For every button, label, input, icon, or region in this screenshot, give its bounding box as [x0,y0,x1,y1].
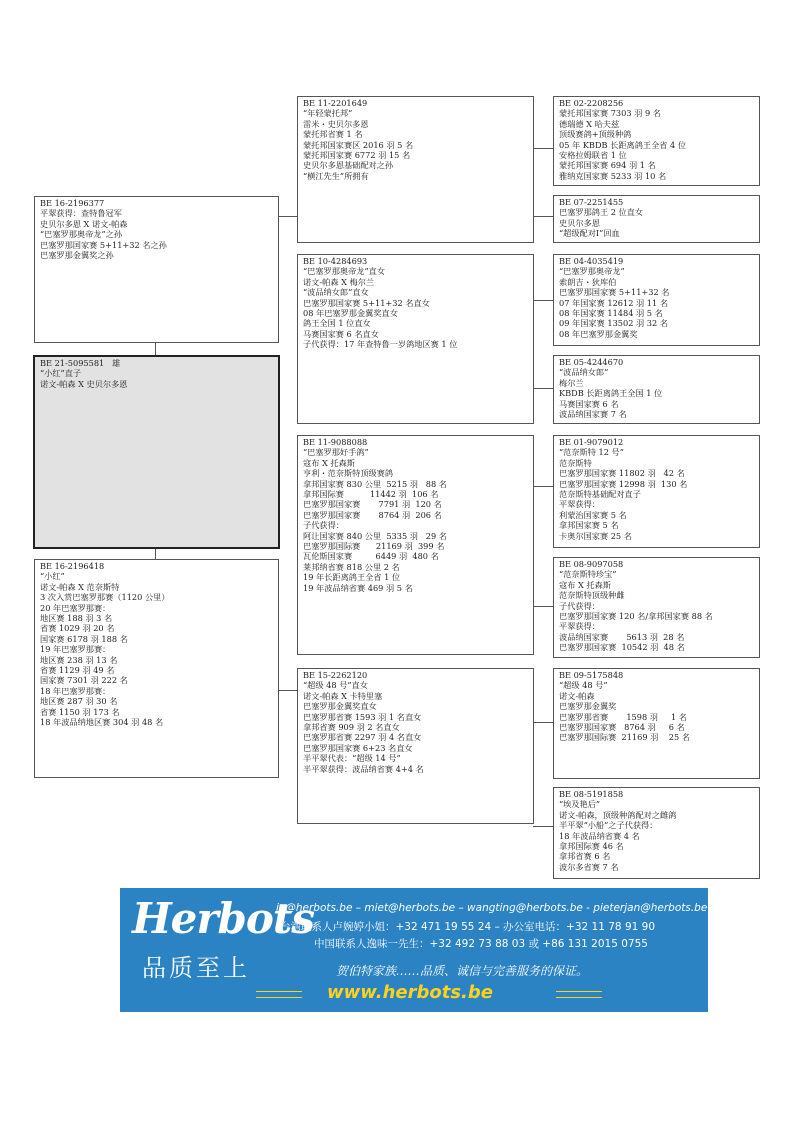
pedigree-line: 巴塞罗那金翼奖 [559,701,617,712]
pedigree-line: “超级 48 号” [559,680,608,691]
dam-dam-dam-card [553,787,760,879]
ring-number: BE 04-4035419 [559,256,624,266]
pedigree-line: 拿邦国家赛 5 名 [559,520,619,531]
sire-dam-dam-card [553,355,760,424]
pedigree-line: 08 年巴塞罗那金翼奖 [559,328,638,339]
contact-emails[interactable]: jo@herbots.be – miet@herbots.be – wangting@herbots.be - pieterjan@herbots.be [276,902,708,914]
pedigree-line: 平翠获得： [559,499,600,510]
pedigree-line: 国家赛 7301 羽 222 名 [40,675,128,686]
pedigree-line: 巴塞罗那国家赛 5+11+32 名 [559,287,670,298]
pedigree-line: 利蒙治国家赛 5 名 [559,509,627,520]
pedigree-line: 波品纳国家赛 5613 羽 28 名 [559,631,685,642]
pedigree-line: 雅纳克国家赛 5233 羽 10 名 [559,170,667,181]
pedigree-line: 平翠获得：查特鲁冠军 [40,208,122,219]
ring-number: BE 15-2262120 [303,670,368,680]
dam-dam-sire-card [553,668,760,779]
pedigree-line: 18 年巴塞罗那赛： [40,685,111,696]
pedigree-line: 省赛 1129 羽 49 名 [40,665,115,676]
pedigree-line: 20 年巴塞罗那赛： [40,602,111,613]
pedigree-line: 地区赛 287 羽 30 名 [40,696,118,707]
pedigree-line: 子代获得：17 年查特鲁一岁鸽地区赛 1 位 [303,339,458,350]
pedigree-line: 史贝尔多恩基础配对之孙 [303,160,394,171]
connector-line [533,606,554,607]
pedigree-line: 顶级赛鸽+顶级种鸽 [559,129,632,140]
pedigree-line: 蒙托邦国家赛 6772 羽 15 名 [303,150,411,161]
pedigree-line: 巴塞罗那国际赛 21169 羽 399 名 [303,541,445,552]
ring-number: BE 11-2201649 [303,98,368,108]
connector-line [155,548,156,559]
pedigree-line: 莱邦纳省赛 818 公里 2 名 [303,561,400,572]
pedigree-line: 史贝尔多恩 [559,217,600,228]
pedigree-line: “波品纳女郎” [559,367,609,378]
pedigree-line: 巴塞罗那鸽王 2 位直女 [559,207,644,218]
pedigree-line: 半平翠“小船”之子代获得： [559,820,658,831]
pedigree-line: 诺文-帕森 X 卡特里塞 [303,690,383,701]
pedigree-line: 平翠获得： [559,621,600,632]
pedigree-line: 巴塞罗那金翼奖之孙 [40,250,114,261]
ring-number: BE 16-2196377 [40,198,105,208]
pedigree-line: 马赛国家赛 6 名直女 [303,328,379,339]
tagline: 贺伯特家族……品质、诚信与完善服务的保证。 [336,964,589,978]
pedigree-line: 巴塞罗那金翼奖直女 [303,701,377,712]
sire-sire-card [297,96,534,243]
pedigree-line: “巴塞罗那奥帝龙”之孙 [40,229,123,240]
china-contact: 中国联系人逸味一先生：+32 492 73 88 03 或 +86 131 2015 0755 [314,938,648,950]
pedigree-line: 瓦伦斯国家赛 6449 羽 480 名 [303,551,439,562]
pedigree-line: 波品纳国家赛 7 名 [559,409,627,420]
pedigree-line: 诺文-帕森 X 史贝尔多恩 [40,378,128,389]
pedigree-line: 19 年波品纳省赛 469 羽 5 名 [303,582,413,593]
pedigree-line: 省赛 1150 羽 173 名 [40,706,120,717]
pedigree-line: 巴塞罗那国家赛 10542 羽 48 名 [559,642,685,653]
pedigree-line: 德瑞德 X 哈夫兹 [559,118,620,129]
sire-sire-sire-card [553,96,760,186]
pedigree-line: 马赛国家赛 6 名 [559,398,619,409]
pedigree-line: 国家赛 6178 羽 188 名 [40,633,128,644]
pedigree-line: “超级 48 号”直女 [303,680,368,691]
pedigree-line: 诺文-帕森 X 范奈斯特 [40,581,120,592]
ring-number: BE 02-2208256 [559,98,624,108]
pedigree-line: 巴塞罗那省赛 1598 羽 1 名 [559,711,687,722]
decorative-rule [256,991,302,998]
connector-line [533,826,554,827]
herbots-banner [120,888,708,1012]
website-link[interactable]: www.herbots.be [327,982,493,1003]
pedigree-line: “巴塞罗那奥帝龙” [559,266,625,277]
pedigree-line: 范奈斯特顶级种雌 [559,590,625,601]
pedigree-line: 蒙托邦省赛 1 名 [303,129,363,140]
pedigree-line: 卡奥尔国家赛 25 名 [559,530,632,541]
pedigree-line: 巴塞罗那国家赛 7791 羽 120 名 [303,499,442,510]
connector-line [533,216,554,217]
connector-line [533,722,554,723]
sire-dam-card [297,254,534,424]
connector-line [279,690,297,691]
dam-sire-dam-card [553,557,760,658]
ring-number: BE 21-5095581 雄 [40,358,121,368]
pedigree-line: 寇布 X 托森斯 [303,457,355,468]
pedigree-line: 亨利・范奈斯特顶级赛鸽 [303,468,394,479]
pedigree-line: 18 年波品纳省赛 4 名 [559,830,640,841]
pedigree-line: “小红” [40,571,65,582]
pedigree-line: 省赛 1029 羽 20 名 [40,623,115,634]
connector-line [533,486,554,487]
ring-number: BE 16-2196418 [40,561,105,571]
ring-number: BE 11-9088088 [303,437,368,447]
pedigree-line: 拿邦国家赛 830 公里 5215 羽 88 名 [303,478,447,489]
pedigree-line: 地区赛 188 羽 3 名 [40,613,113,624]
ring-number: BE 05-4244670 [559,357,624,367]
connector-line [533,148,554,149]
pedigree-line: 巴塞罗那国家赛 11802 羽 42 名 [559,468,685,479]
pedigree-line: 巴塞罗那国家赛 120 名/拿邦国家赛 88 名 [559,611,713,622]
sire-sire-dam-card [553,195,760,243]
pedigree-line: 半平翠获得：波品纳省赛 4+4 名 [303,763,424,774]
pedigree-line: 08 年巴塞罗那金翼奖直女 [303,308,398,319]
pedigree-line: “埃及艳后” [559,799,601,810]
pedigree-line: 巴塞罗那国家赛 8764 羽 206 名 [303,509,442,520]
pedigree-line: 19 年长距离鸽王全省 1 位 [303,572,401,583]
pedigree-line: 拿邦省赛 6 名 [559,851,611,862]
ring-number: BE 08-5191858 [559,789,624,799]
pedigree-line: 巴塞罗那国家赛 12998 羽 130 名 [559,478,688,489]
pedigree-line: “波品纳女郎”直女 [303,287,369,298]
pedigree-line: 19 年巴塞罗那赛： [40,644,111,655]
pedigree-line: 巴塞罗那国家赛 5+11+32 名之孙 [40,239,167,250]
pedigree-line: 巴塞罗那国家赛 6+23 名直女 [303,742,413,753]
dam-card [34,559,279,778]
pedigree-line: “巴塞罗那奥帝龙”直女 [303,266,386,277]
subject-pigeon-card [33,355,280,549]
ring-number: BE 01-9079012 [559,437,624,447]
pedigree-line: 拿邦国际赛 11442 羽 106 名 [303,489,439,500]
pedigree-line: 子代获得： [559,600,600,611]
connector-line [279,216,297,217]
pedigree-line: “巴塞罗那好手鸽” [303,447,369,458]
pedigree-line: 巴塞罗那国际赛 21169 羽 25 名 [559,732,690,743]
pedigree-line: 蒙托邦国家赛 7303 羽 9 名 [559,108,661,119]
pedigree-line: 18 年波品纳地区赛 304 羽 48 名 [40,717,164,728]
pedigree-line: 蒙托邦国家赛 694 羽 1 名 [559,160,656,171]
pedigree-line: 阿让国家赛 840 公里 5335 羽 29 名 [303,530,447,541]
connector-line [533,388,554,389]
pedigree-line: 半平翠代表：“超级 14 号” [303,753,401,764]
pedigree-line: 诺文-帕森，顶级种鸽配对之雌鸽 [559,809,677,820]
dam-sire-card [297,435,534,655]
ring-number: BE 10-4284693 [303,256,368,266]
pedigree-line: 08 年国家赛 11484 羽 5 名 [559,308,663,319]
pedigree-line: 09 年国家赛 13502 羽 32 名 [559,318,669,329]
sire-card [34,196,279,343]
pedigree-line: 拿邦省赛 909 羽 2 名直女 [303,722,400,733]
pedigree-line: 梅尔兰 [559,377,584,388]
pedigree-line: 地区赛 238 羽 13 名 [40,654,118,665]
pedigree-line: 范奈斯特基础配对直子 [559,489,641,500]
pedigree-line: 蒙托邦国家赛区 2016 羽 5 名 [303,139,414,150]
pedigree-line: 巴塞罗那国家赛 5+11+32 名直女 [303,297,430,308]
pedigree-line: KBDB 长距离鸽王全国 1 位 [559,388,663,399]
pedigree-line: 鸽王全国 1 位直女 [303,318,371,329]
pedigree-line: “小红”直子 [40,368,82,379]
pedigree-line: 05 年 KBDB 长距离鸽王全省 4 位 [559,139,687,150]
dam-sire-sire-card [553,435,760,548]
pedigree-line: 诺文-帕森 [559,690,595,701]
pedigree-line: 拿邦国际赛 46 名 [559,841,624,852]
dam-dam-card [297,668,534,824]
ring-number: BE 09-5175848 [559,670,624,680]
taiwan-contact: 台湾联系人卢婉婷小姐：+32 471 19 55 24 – 办公室电话：+32 11 78 91 90 [280,921,656,933]
pedigree-line: 子代获得： [303,520,344,531]
pedigree-line: 巴塞罗那省赛 2297 羽 4 名直女 [303,732,422,743]
pedigree-line: 巴塞罗那国家赛 8764 羽 6 名 [559,722,685,733]
pedigree-line: 07 年国家赛 12612 羽 11 名 [559,297,669,308]
pedigree-line: “横江先生”所拥有 [303,170,369,181]
pedigree-line: 3 次入赏巴塞罗那赛（1120 公里） [40,592,170,603]
ring-number: BE 07-2251455 [559,197,624,207]
pedigree-line: “范奈斯特 12 号” [559,447,624,458]
pedigree-line: “超级配对Ⅰ”回血 [559,228,620,239]
connector-line [533,300,554,301]
pedigree-line: 史贝尔多恩 X 诺文-帕森 [40,218,128,229]
sire-dam-sire-card [553,254,760,346]
slogan: 品质至上 [142,954,250,982]
pedigree-line: 诺文-帕森 X 梅尔兰 [303,276,375,287]
pedigree-line: 安格拉姆联省 1 位 [559,150,627,161]
herbots-logo: Herbots [132,894,314,943]
pedigree-line: “年轻蒙托邦” [303,108,353,119]
pedigree-line: 雷米・史贝尔多恩 [303,118,369,129]
pedigree-line: 寇布 X 托森斯 [559,579,611,590]
decorative-rule [556,991,602,998]
pedigree-line: 索朗吉・狄库伯 [559,276,617,287]
pedigree-line: “范奈斯特珍宝” [559,569,617,580]
ring-number: BE 08-9097058 [559,559,624,569]
pedigree-line: 波尔多省赛 7 名 [559,861,619,872]
pedigree-line: 范奈斯特 [559,457,592,468]
pedigree-line: 巴塞罗那省赛 1593 羽 1 名直女 [303,711,422,722]
